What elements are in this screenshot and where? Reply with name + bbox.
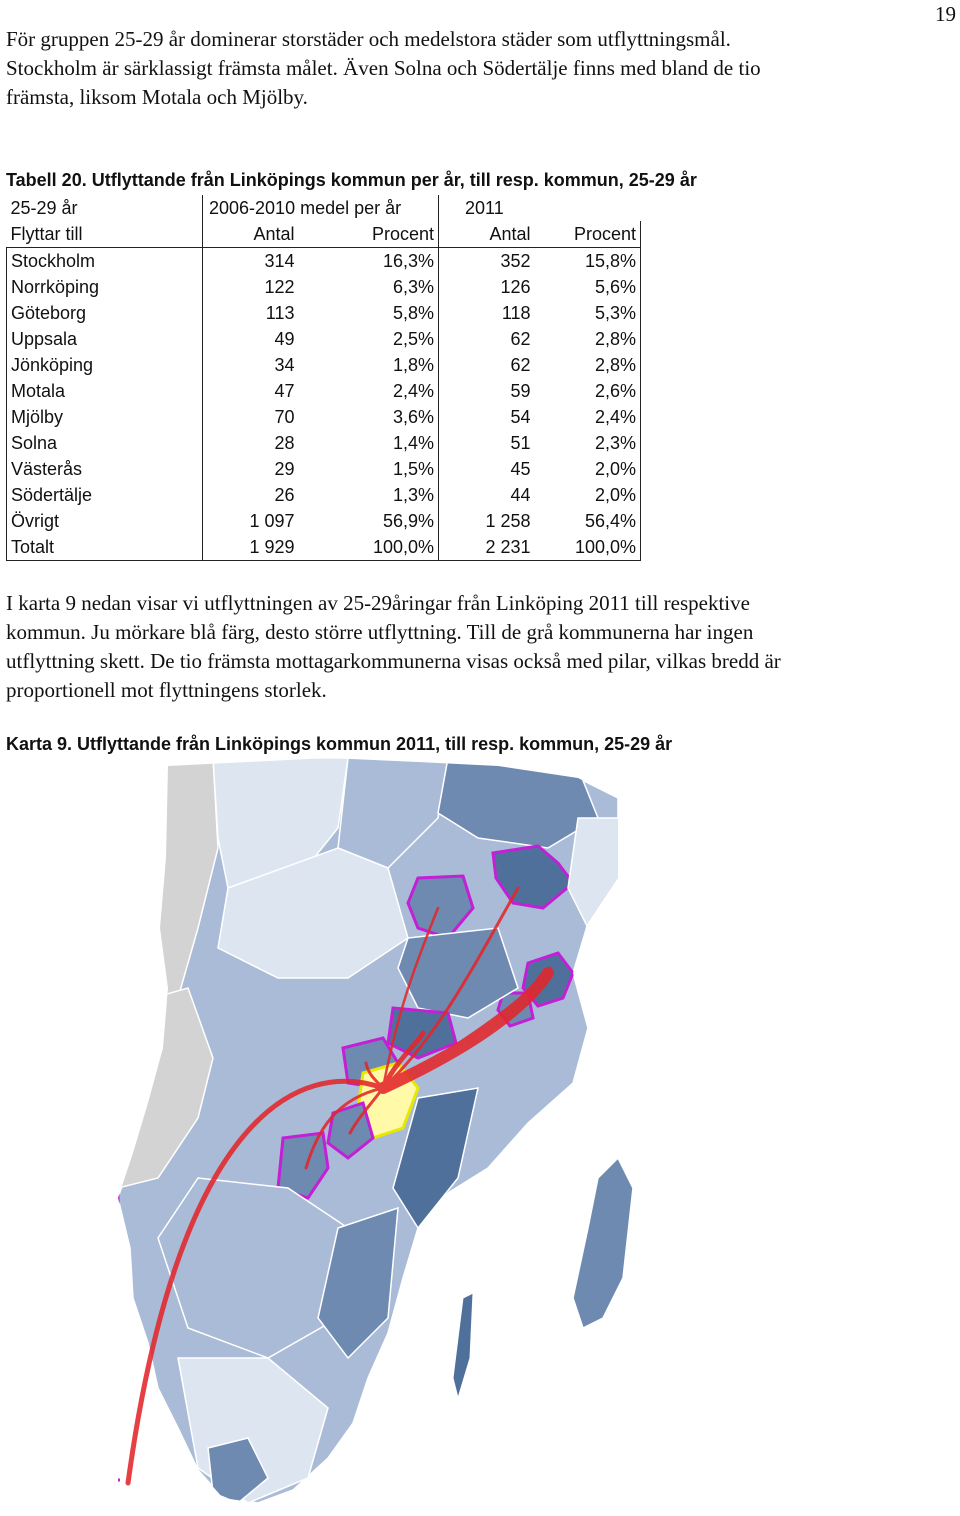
body-line: proportionell mot flyttningens storlek. bbox=[6, 678, 327, 702]
body-line: kommun. Ju mörkare blå färg, desto större utflyttning. Till de grå kommunerna har ingen bbox=[6, 620, 754, 644]
cell-antal1: 47 bbox=[203, 378, 299, 404]
header-age-group: 25-29 år bbox=[10, 198, 78, 218]
header-procent: Procent bbox=[371, 224, 435, 244]
cell-procent2: 5,3% bbox=[535, 300, 641, 326]
oland-island bbox=[453, 1293, 473, 1398]
cell-antal2: 54 bbox=[439, 404, 535, 430]
cell-kommun: Totalt bbox=[7, 534, 203, 561]
cell-antal2: 62 bbox=[439, 352, 535, 378]
cell-antal2: 352 bbox=[439, 248, 535, 275]
cell-procent2: 2,0% bbox=[535, 482, 641, 508]
cell-procent2: 2,6% bbox=[535, 378, 641, 404]
cell-procent2: 2,0% bbox=[535, 456, 641, 482]
cell-antal1: 28 bbox=[203, 430, 299, 456]
cell-kommun: Jönköping bbox=[7, 352, 203, 378]
cell-antal2: 44 bbox=[439, 482, 535, 508]
cell-procent1: 3,6% bbox=[392, 407, 435, 427]
cell-procent1: 5,8% bbox=[392, 303, 435, 323]
cell-antal1: 113 bbox=[203, 300, 299, 326]
cell-procent1: 6,3% bbox=[392, 277, 435, 297]
body-paragraph bbox=[6, 589, 926, 705]
page-number: 19 bbox=[935, 2, 956, 26]
cell-antal2: 2 231 bbox=[439, 534, 535, 561]
cell-procent2: 15,8% bbox=[535, 248, 641, 275]
cell-procent1: 16,3% bbox=[382, 251, 435, 271]
table-row bbox=[7, 352, 641, 378]
cell-antal2: 45 bbox=[439, 456, 535, 482]
cell-kommun: Göteborg bbox=[7, 300, 203, 326]
table-row bbox=[7, 378, 641, 404]
cell-procent2: 2,8% bbox=[535, 326, 641, 352]
table-subheader-row bbox=[7, 221, 641, 248]
gotland-island bbox=[573, 1158, 633, 1328]
cell-antal1: 49 bbox=[203, 326, 299, 352]
migration-map bbox=[118, 758, 838, 1510]
cell-antal2: 118 bbox=[439, 300, 535, 326]
cell-procent1: 2,4% bbox=[392, 381, 435, 401]
header-period-2006-2010: 2006-2010 medel per år bbox=[203, 195, 439, 221]
cell-antal2: 62 bbox=[439, 326, 535, 352]
cell-procent2: 5,6% bbox=[535, 274, 641, 300]
table-row bbox=[7, 534, 641, 561]
cell-kommun: Stockholm bbox=[7, 248, 203, 275]
intro-paragraph bbox=[6, 25, 926, 112]
table-row bbox=[7, 482, 641, 508]
cell-procent2: 100,0% bbox=[535, 534, 641, 561]
body-line: I karta 9 nedan visar vi utflyttningen av 25-29åringar från Linköping 2011 till respektive bbox=[6, 591, 750, 615]
table-row bbox=[7, 300, 641, 326]
cell-antal2: 1 258 bbox=[439, 508, 535, 534]
cell-antal2: 51 bbox=[439, 430, 535, 456]
header-antal: Antal bbox=[203, 221, 299, 248]
cell-procent2: 2,8% bbox=[535, 352, 641, 378]
table-caption: Tabell 20. Utflyttande från Linköpings kommun per år, till resp. kommun, 25-29 år bbox=[6, 170, 697, 190]
table-header-row bbox=[7, 195, 641, 221]
body-line: utflyttning skett. De tio främsta mottagarkommunerna visas också med pilar, vilkas bredd är bbox=[6, 649, 781, 673]
cell-kommun: Norrköping bbox=[7, 274, 203, 300]
table-row bbox=[7, 508, 641, 534]
cell-procent1: 100,0% bbox=[372, 537, 435, 557]
cell-antal1: 1 097 bbox=[203, 508, 299, 534]
cell-antal1: 34 bbox=[203, 352, 299, 378]
table-row bbox=[7, 456, 641, 482]
map-caption: Karta 9. Utflyttande från Linköpings kommun 2011, till resp. kommun, 25-29 år bbox=[6, 734, 673, 754]
cell-procent2: 2,4% bbox=[535, 404, 641, 430]
cell-antal1: 26 bbox=[203, 482, 299, 508]
cell-procent2: 2,3% bbox=[535, 430, 641, 456]
header-antal: Antal bbox=[439, 221, 535, 248]
intro-line: Stockholm är särklassigt främsta målet. Även Solna och Södertälje finns med bland de tio bbox=[6, 56, 761, 80]
cell-antal1: 122 bbox=[203, 274, 299, 300]
table-row bbox=[7, 430, 641, 456]
cell-procent1: 2,5% bbox=[392, 329, 435, 349]
cell-procent1: 1,4% bbox=[392, 433, 435, 453]
intro-line: För gruppen 25-29 år dominerar storstäder och medelstora städer som utflyttningsmål. bbox=[6, 27, 731, 51]
cell-procent1: 1,8% bbox=[392, 355, 435, 375]
cell-antal1: 70 bbox=[203, 404, 299, 430]
migration-table bbox=[6, 195, 640, 561]
intro-line: främsta, liksom Motala och Mjölby. bbox=[6, 85, 308, 109]
cell-kommun: Solna bbox=[7, 430, 203, 456]
header-procent: Procent bbox=[535, 221, 641, 248]
cell-antal1: 314 bbox=[203, 248, 299, 275]
cell-antal2: 126 bbox=[439, 274, 535, 300]
cell-kommun: Södertälje bbox=[7, 482, 203, 508]
cell-procent1: 1,3% bbox=[392, 485, 435, 505]
cell-kommun: Mjölby bbox=[7, 404, 203, 430]
cell-antal1: 1 929 bbox=[203, 534, 299, 561]
cell-procent2: 56,4% bbox=[535, 508, 641, 534]
table-row bbox=[7, 326, 641, 352]
cell-antal1: 29 bbox=[203, 456, 299, 482]
cell-procent1: 56,9% bbox=[382, 511, 435, 531]
cell-kommun: Motala bbox=[7, 378, 203, 404]
cell-kommun: Övrigt bbox=[7, 508, 203, 534]
table-row bbox=[7, 274, 641, 300]
header-destination: Flyttar till bbox=[10, 224, 83, 244]
cell-antal2: 59 bbox=[439, 378, 535, 404]
cell-kommun: Uppsala bbox=[7, 326, 203, 352]
cell-procent1: 1,5% bbox=[392, 459, 435, 479]
header-period-2011: 2011 bbox=[439, 195, 641, 221]
cell-kommun: Västerås bbox=[7, 456, 203, 482]
table-row bbox=[7, 248, 641, 275]
table-row bbox=[7, 404, 641, 430]
